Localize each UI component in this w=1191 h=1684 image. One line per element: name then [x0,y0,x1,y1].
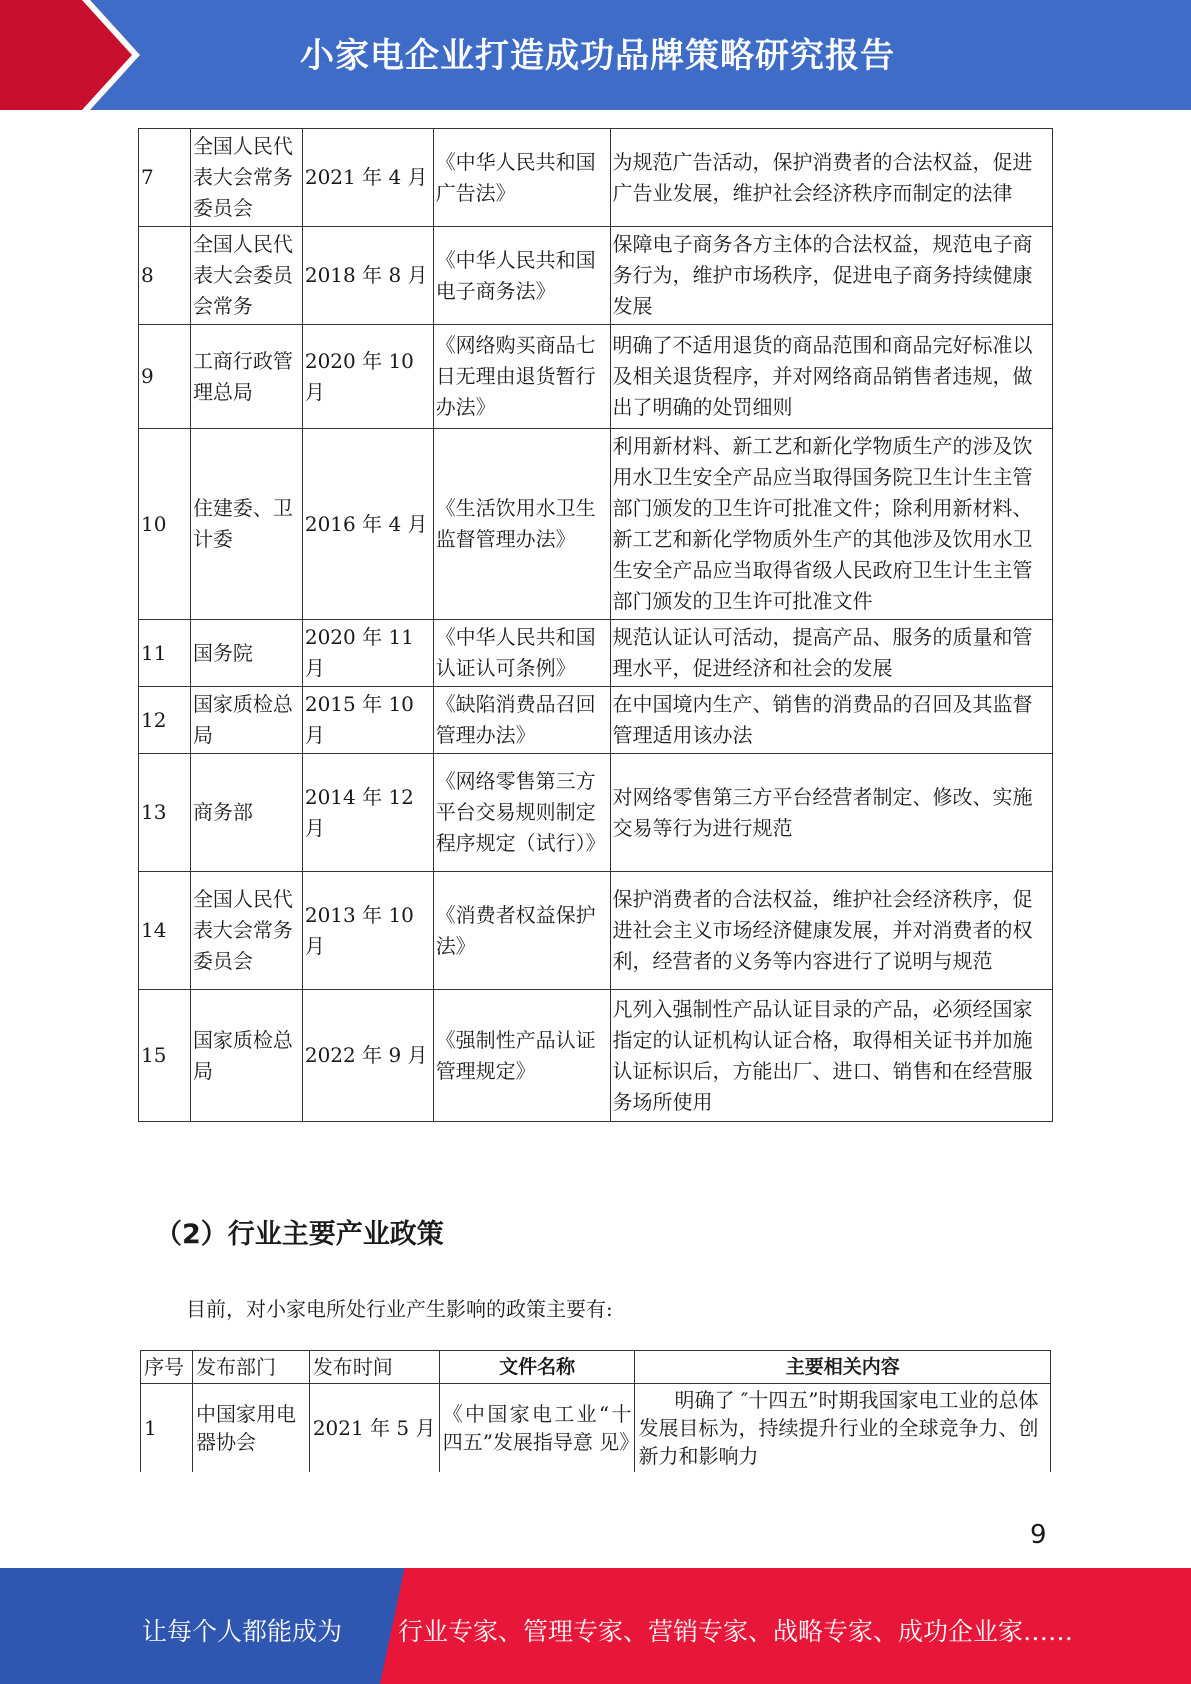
footer-slogan-left: 让每个人都能成为 [142,1617,343,1646]
section-heading: （2）行业主要产业政策 [155,1219,444,1250]
cell-name: 《中国家电工业“十 四五”发展指导意 见》 [439,1384,635,1473]
table-row [139,754,1053,872]
table-row [139,429,1053,620]
regulation-table [138,128,1053,1122]
cell-content: 保障电子商务各方主体的合法权益，规范电子商务行为，维护市场秩序，促进电子商务持续健康发展 [610,227,1052,325]
cell-date: 2013 年 10 月 [302,872,433,990]
cell-dept: 工商行政管理总局 [190,325,302,429]
cell-dept: 住建委、卫计委 [190,429,302,620]
cell-no: 14 [139,872,191,990]
cell-content: 规范认证认可活动，提高产品、服务的质量和管理水平，促进经济和社会的发展 [610,620,1052,687]
cell-content: 利用新材料、新工艺和新化学物质生产的涉及饮用水卫生安全产品应当取得国务院卫生计生主管部门颁发的卫生许可批准文件；除利用新材料、新工艺和新化学物质外生产的其他涉及饮用水卫生安全产品应当取得省级人民政府卫生计生主管部门颁发的卫生许可批准文件 [610,429,1052,620]
table-header-row [141,1351,1051,1384]
header-no: 序号 [141,1351,193,1384]
table-row [139,687,1053,754]
header-arrow-decoration [0,0,160,110]
header-name: 文件名称 [439,1351,635,1384]
cell-no: 15 [139,990,191,1122]
cell-name: 《强制性产品认证管理规定》 [433,990,610,1122]
cell-content: 凡列入强制性产品认证目录的产品，必须经国家指定的认证机构认证合格，取得相关证书并加施认证标识后，方能出厂、进口、销售和在经营服务场所使用 [610,990,1052,1122]
cell-dept: 国家质检总局 [190,990,302,1122]
cell-name: 《中华人民共和国电子商务法》 [433,227,610,325]
cell-name: 《网络购买商品七日无理由退货暂行办法》 [433,325,610,429]
header-content: 主要相关内容 [635,1351,1051,1384]
cell-date: 2016 年 4 月 [302,429,433,620]
cell-date: 2015 年 10 月 [302,687,433,754]
table-row [139,325,1053,429]
cell-date: 2018 年 8 月 [302,227,433,325]
table-row [139,990,1053,1122]
page-header [0,0,1191,110]
cell-name: 《中华人民共和国广告法》 [433,129,610,227]
cell-date: 2020 年 11 月 [302,620,433,687]
cell-no: 10 [139,429,191,620]
cell-content: 为规范广告活动，保护消费者的合法权益，促进广告业发展，维护社会经济秩序而制定的法律 [610,129,1052,227]
cell-dept: 国务院 [190,620,302,687]
cell-dept: 商务部 [190,754,302,872]
report-title: 小家电企业打造成功品牌策略研究报告 [300,36,895,76]
page-footer [0,1568,1191,1684]
cell-date: 2014 年 12 月 [302,754,433,872]
cell-date: 2021 年 4 月 [302,129,433,227]
table-row [139,872,1053,990]
cell-content: 对网络零售第三方平台经营者制定、修改、实施交易等行为进行规范 [610,754,1052,872]
cell-no: 8 [139,227,191,325]
cell-dept: 全国人民代表大会委员会常务 [190,227,302,325]
header-date: 发布时间 [309,1351,439,1384]
cell-date: 2021 年 5 月 [309,1384,439,1473]
cell-name: 《消费者权益保护法》 [433,872,610,990]
cell-name: 《生活饮用水卫生监督管理办法》 [433,429,610,620]
cell-content: 保护消费者的合法权益，维护社会经济秩序，促进社会主义市场经济健康发展，并对消费者的权利，经营者的义务等内容进行了说明与规范 [610,872,1052,990]
cell-date: 2020 年 10 月 [302,325,433,429]
cell-no: 9 [139,325,191,429]
table-row [141,1384,1051,1473]
page-number: 9 [1030,1520,1047,1550]
header-dept: 发布部门 [192,1351,309,1384]
cell-no: 1 [141,1384,193,1473]
cell-content: 在中国境内生产、销售的消费品的召回及其监督管理适用该办法 [610,687,1052,754]
cell-name: 《缺陷消费品召回管理办法》 [433,687,610,754]
cell-dept: 国家质检总局 [190,687,302,754]
cell-name: 《网络零售第三方平台交易规则制定程序规定（试行）》 [433,754,610,872]
section-intro: 目前，对小家电所处行业产生影响的政策主要有: [186,1297,613,1321]
cell-content: 明确了 ″十四五”时期我国家电工业的总体 发展目标为，持续提升行业的全球竞争力、创新力和影响力 [635,1384,1051,1473]
cell-name: 《中华人民共和国认证认可条例》 [433,620,610,687]
cell-dept: 中国家用电器协会 [192,1384,309,1473]
cell-dept: 全国人民代表大会常务委员会 [190,129,302,227]
cell-no: 13 [139,754,191,872]
policy-table [140,1350,1051,1472]
table-row [139,620,1053,687]
cell-content: 明确了不适用退货的商品范围和商品完好标准以及相关退货程序，并对网络商品销售者违规，做出了明确的处罚细则 [610,325,1052,429]
cell-dept: 全国人民代表大会常务委员会 [190,872,302,990]
footer-slogan-right: 行业专家、管理专家、营销专家、战略专家、成功企业家…… [398,1617,1074,1646]
cell-date: 2022 年 9 月 [302,990,433,1122]
table-row [139,227,1053,325]
cell-no: 7 [139,129,191,227]
cell-no: 11 [139,620,191,687]
table-row [139,129,1053,227]
cell-no: 12 [139,687,191,754]
